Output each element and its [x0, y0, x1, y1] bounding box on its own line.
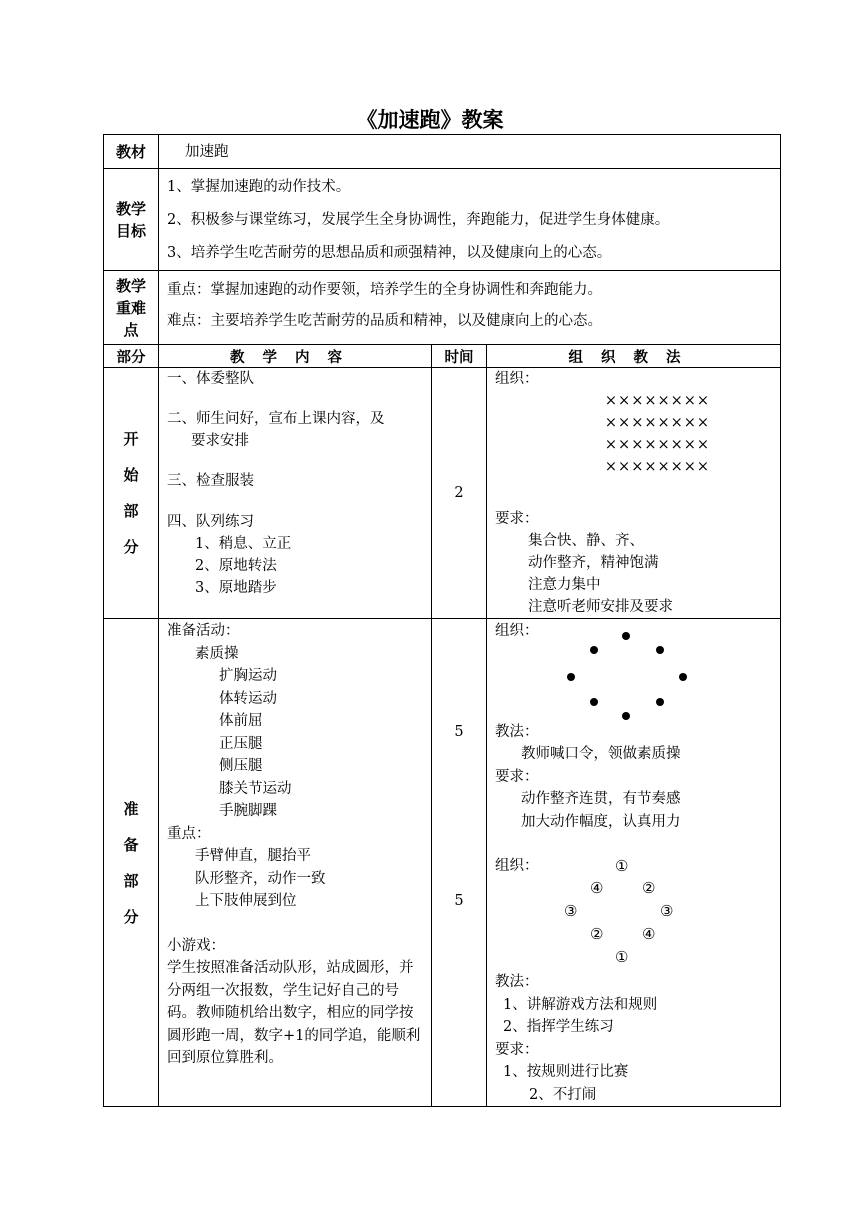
- header-content: 教学内容: [159, 345, 432, 368]
- start-step: 三、检查服装: [167, 473, 254, 489]
- material-label: 教材: [104, 135, 159, 169]
- numbered-circle: [495, 855, 780, 971]
- student-dot: [656, 646, 664, 654]
- prep-label: 准备部分: [104, 619, 159, 1107]
- start-step: 1、稍息、立正: [195, 536, 292, 552]
- student-dot: [622, 712, 630, 720]
- page-title: 《加速跑》教案: [356, 107, 504, 132]
- student-dot: [567, 673, 575, 681]
- start-step: 3、原地踏步: [195, 580, 277, 596]
- game-title: 小游戏：: [167, 937, 225, 954]
- prep-content: [159, 619, 432, 1107]
- warmup-title: 准备活动：: [167, 623, 240, 639]
- header-row: [104, 345, 781, 368]
- start-req-label: 要求：: [495, 511, 539, 527]
- objectives-row: [104, 169, 781, 271]
- prep-time-2: 5: [454, 893, 464, 909]
- prep-method: [487, 619, 781, 1107]
- lesson-plan-table: [103, 134, 781, 1107]
- prep-org2-label: 组织：: [495, 858, 539, 874]
- objectives-list: [159, 169, 781, 271]
- formation-row: ××××××××: [604, 415, 711, 431]
- formation-row: ××××××××: [604, 393, 711, 409]
- keypoints-row: [104, 271, 781, 345]
- prep-method2-label: 教法：: [495, 974, 539, 990]
- material-row: [104, 135, 781, 169]
- key-point: 手臂伸直，腿抬平: [195, 848, 311, 864]
- prep-method1-text: 教师喊口令，领做素质操: [521, 746, 681, 762]
- start-label: 开始部分: [104, 368, 159, 619]
- keypoints-label: 教学重难点: [104, 271, 159, 345]
- student-dot: [590, 646, 598, 654]
- start-step: 要求安排: [191, 433, 249, 449]
- objective-item: 1、掌握加速跑的动作技术。: [167, 179, 351, 195]
- circle-number: ①: [615, 857, 629, 875]
- prep-req1-label: 要求：: [495, 768, 539, 785]
- prep-req1-item: 动作整齐连贯，有节奏感: [521, 791, 681, 807]
- exercise-item: 体前屈: [219, 713, 263, 729]
- header-part: 部分: [104, 345, 159, 368]
- prep-req2-item: 1、按规则进行比赛: [503, 1064, 629, 1080]
- keypoints-text: [159, 271, 781, 345]
- prep-req2-label: 要求：: [495, 1041, 539, 1058]
- start-step: 一、体委整队: [167, 371, 254, 387]
- circle-number: ①: [615, 948, 629, 966]
- circle-number: ③: [564, 902, 578, 920]
- start-step: 二、师生问好，宣布上课内容，及: [167, 411, 385, 427]
- header-time: 时间: [432, 345, 487, 368]
- circle-formation-dots: [515, 625, 705, 721]
- start-step: 四、队列练习: [167, 514, 254, 530]
- exercise-item: 正压腿: [219, 735, 263, 752]
- key-difficulty: 难点：主要培养学生吃苦耐劳的品质和精神，以及健康向上的心态。: [167, 313, 602, 329]
- formation-row: ××××××××: [604, 437, 711, 453]
- start-time: 2: [432, 368, 487, 619]
- start-method: [487, 368, 781, 619]
- student-dot: [622, 632, 630, 640]
- formation-row: ××××××××: [604, 459, 711, 475]
- prep-time-cell: [432, 619, 487, 1107]
- student-dot: [590, 698, 598, 706]
- circle-number: ②: [590, 925, 604, 943]
- circle-number: ④: [590, 879, 604, 897]
- student-dot: [679, 673, 687, 681]
- exercise-item: 手腕脚踝: [219, 803, 277, 819]
- start-requirement: 注意力集中: [528, 577, 601, 593]
- exercise-item: 侧压腿: [219, 758, 263, 774]
- start-requirement: 集合快、静、齐、: [528, 533, 644, 549]
- circle-number: ④: [642, 925, 656, 943]
- prep-method2-item: 1、讲解游戏方法和规则: [503, 996, 658, 1013]
- exercise-item: 扩胸运动: [219, 668, 277, 684]
- key-title: 重点：: [167, 825, 211, 842]
- prep-section-row: [104, 619, 781, 1107]
- start-section-row: [104, 368, 781, 619]
- prep-method1-label: 教法：: [495, 723, 539, 740]
- start-requirement: 动作整齐，精神饱满: [528, 555, 659, 571]
- exercise-title: 素质操: [195, 645, 239, 662]
- header-method: 组织教法: [487, 345, 781, 368]
- key-point: 上下肢伸展到位: [195, 893, 297, 909]
- prep-time-1: 5: [454, 724, 464, 740]
- game-text: 学生按照准备活动队形，站成圆形，并分两组一次报数，学生记好自己的号码。教师随机给出数字，相应的同学按圆形跑一周，数字+1的同学追，能顺利回到原位算胜利。: [167, 960, 421, 1066]
- start-org-label: 组织：: [495, 371, 539, 387]
- objective-item: 3、培养学生吃苦耐劳的思想品质和顽强精神，以及健康向上的心态。: [167, 245, 612, 261]
- circle-number: ③: [660, 902, 674, 920]
- prep-method2-item: 2、指挥学生练习: [503, 1019, 614, 1035]
- key-focus: 重点：掌握加速跑的动作要领，培养学生的全身协调性和奔跑能力。: [167, 282, 602, 298]
- objective-item: 2、积极参与课堂练习，发展学生全身协调性，奔跑能力，促进学生身体健康。: [167, 212, 670, 228]
- start-step: 2、原地转法: [195, 558, 277, 574]
- prep-req1-item: 加大动作幅度，认真用力: [521, 813, 681, 830]
- start-requirement: 注意听老师安排及要求: [528, 599, 673, 615]
- exercise-item: 膝关节运动: [219, 780, 292, 797]
- prep-org1-label: 组织：: [495, 623, 539, 639]
- objectives-label: 教学目标: [104, 169, 159, 271]
- start-content: [159, 368, 432, 619]
- exercise-item: 体转运动: [219, 690, 277, 707]
- circle-number: ②: [642, 879, 656, 897]
- key-point: 队形整齐，动作一致: [195, 870, 326, 887]
- student-dot: [656, 698, 664, 706]
- material-value: 加速跑: [159, 135, 781, 169]
- prep-req2-item: 2、不打闹: [529, 1086, 597, 1103]
